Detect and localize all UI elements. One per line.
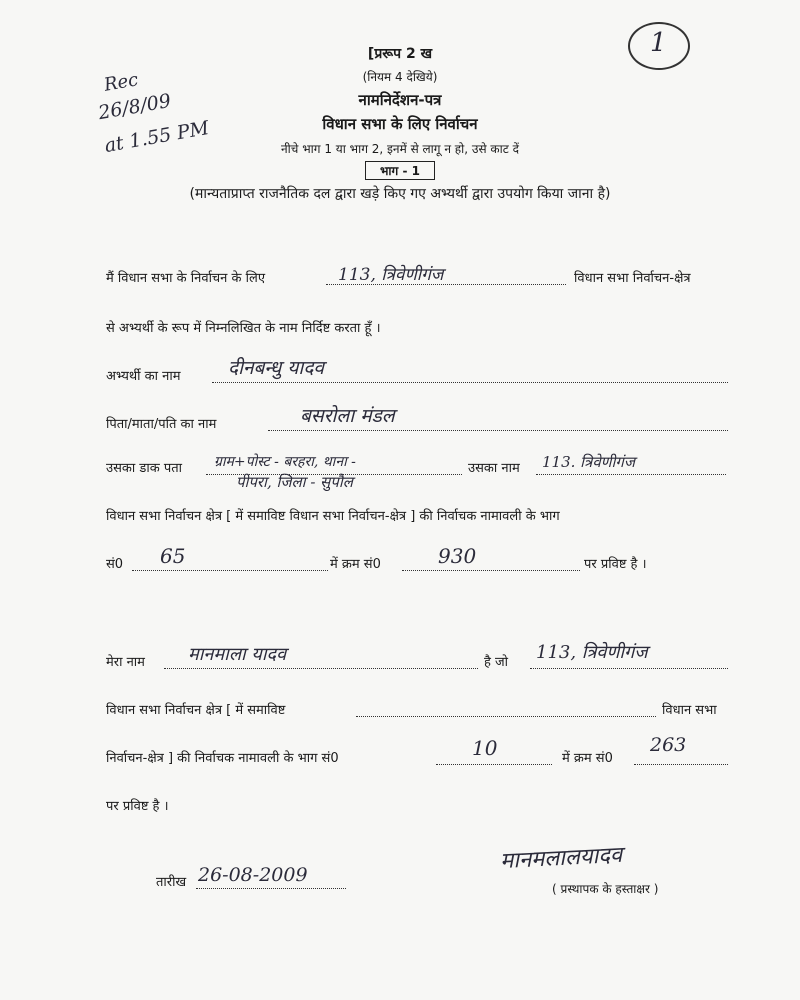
entered-label: पर प्रविष्ट है । <box>584 557 647 572</box>
form-number: [प्ररूप 2 ख <box>367 46 433 62</box>
proposer-serial-value: 263 <box>650 734 687 756</box>
proposer-constituency-blank <box>530 668 728 669</box>
constituency-line: विधान सभा निर्वाचन क्षेत्र [ में समाविष्ट विधान सभा निर्वाचन-क्षेत्र ] की निर्वाचक नामावली के भाग <box>106 509 560 524</box>
received-note-line3: at 1.55 PM <box>102 116 211 158</box>
address-name-label: उसका नाम <box>468 461 520 476</box>
address-name-value: 113. त्रिवेणीगंज <box>542 453 635 471</box>
line2-text: से अभ्यर्थी के रूप में निम्नलिखित के नाम निर्दिष्ट करता हूँ । <box>106 321 381 336</box>
date-value: 26-08-2009 <box>198 864 308 886</box>
address-label: उसका डाक पता <box>106 461 182 476</box>
date-label: तारीख <box>156 875 187 890</box>
address-value-1: ग्राम+पोस्ट - बरहरा, थाना - <box>214 454 356 470</box>
candidate-value: दीनबन्धु यादव <box>228 357 324 379</box>
serial-label: में क्रम सं0 <box>330 557 381 572</box>
part-heading: भाग - 1 <box>365 161 435 180</box>
part-no-value: 65 <box>160 544 186 568</box>
candidate-blank <box>212 382 728 383</box>
proposer-line3-prefix: निर्वाचन-क्षेत्र ] की निर्वाचक नामावली के भाग सं0 <box>106 751 339 766</box>
page-number: 1 <box>650 28 667 58</box>
proposer-name-blank <box>164 668 478 669</box>
proposer-part-blank <box>436 764 552 765</box>
form-note: (मान्यताप्राप्त राजनैतिक दल द्वारा खड़े किए गए अभ्यर्थी द्वारा उपयोग किया जाना है) <box>189 186 611 202</box>
form-subtitle: विधान सभा के लिए निर्वाचन <box>322 115 478 133</box>
proposer-entered-label: पर प्रविष्ट है । <box>106 799 169 814</box>
received-note-line2: 26/8/09 <box>96 89 173 125</box>
candidate-label: अभ्यर्थी का नाम <box>106 369 181 384</box>
father-value: बसरोला मंडल <box>300 405 395 427</box>
part-no-blank <box>132 570 328 571</box>
proposer-line2-suffix: विधान सभा <box>662 703 717 718</box>
signature-caption: ( प्रस्थापक के हस्ताक्षर ) <box>552 882 659 896</box>
serial-blank <box>402 570 580 571</box>
proposer-line2-blank <box>356 716 656 717</box>
father-blank <box>268 430 728 431</box>
rule-reference: (नियम 4 देखिये) <box>362 70 438 84</box>
form-title: नामनिर्देशन-पत्र <box>358 91 442 109</box>
proposer-line2-prefix: विधान सभा निर्वाचन क्षेत्र [ में समाविष्ट <box>106 703 286 718</box>
father-label: पिता/माता/पति का नाम <box>106 417 217 432</box>
received-note-line1: Rec <box>102 69 140 96</box>
address-name-blank <box>536 474 726 475</box>
proposer-name-label: मेरा नाम <box>106 655 145 670</box>
line1-constituency-value: 113, त्रिवेणीगंज <box>338 265 444 285</box>
serial-value: 930 <box>438 544 477 568</box>
line1-suffix: विधान सभा निर्वाचन-क्षेत्र <box>574 271 691 286</box>
date-blank <box>196 888 346 889</box>
part-no-label: सं0 <box>106 557 124 572</box>
form-instruction: नीचे भाग 1 या भाग 2, इनमें से लागू न हो, उसे काट दें <box>281 142 519 156</box>
part-heading-wrap <box>0 160 800 180</box>
proposer-constituency-value: 113, त्रिवेणीगंज <box>536 642 648 663</box>
proposer-serial-blank <box>634 764 728 765</box>
proposer-serial-label: में क्रम सं0 <box>562 751 613 766</box>
line1-prefix: मैं विधान सभा के निर्वाचन के लिए <box>106 271 266 286</box>
address-value-2: पीपरा, जिला - सुपौल <box>236 473 353 491</box>
proposer-name-value: मानमाला यादव <box>188 644 287 665</box>
proposer-part-value: 10 <box>472 736 498 760</box>
proposer-signature: मानमलालयादव <box>499 842 623 875</box>
proposer-is-label: है जो <box>484 655 509 670</box>
